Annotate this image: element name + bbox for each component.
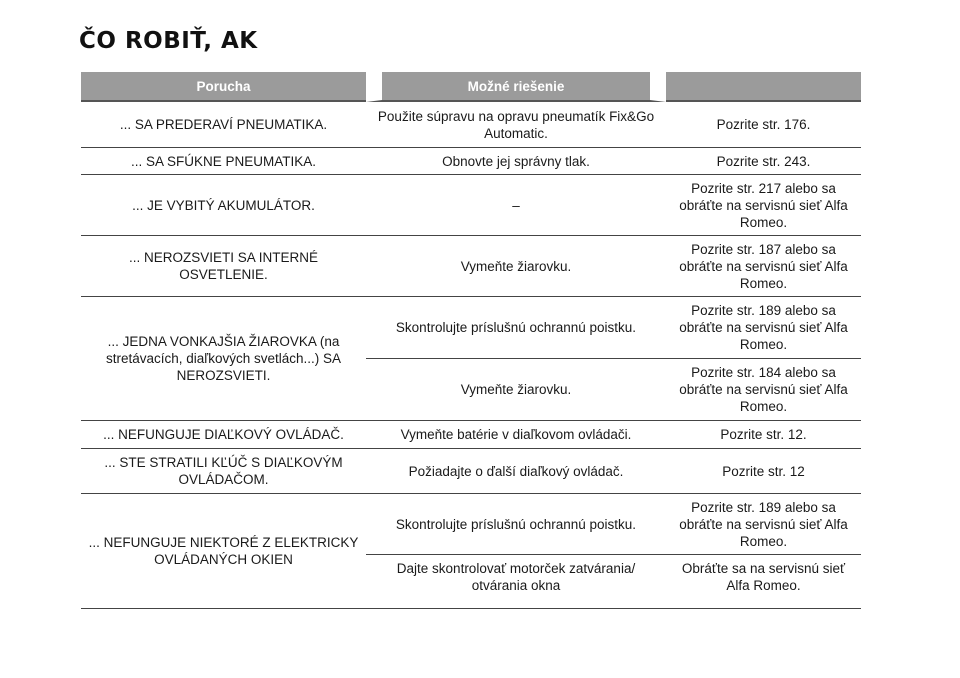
- solution-cell: Požiadajte o ďalší diaľkový ovládač.: [366, 449, 666, 494]
- fault-cell: ... JE VYBITÝ AKUMULÁTOR.: [81, 175, 366, 236]
- solution-cell: Dajte skontrolovať motorček zatvárania/ otvárania okna: [366, 555, 666, 609]
- table-header-row: [81, 72, 861, 102]
- fault-cell: ... NEFUNGUJE DIAĽKOVÝ OVLÁDAČ.: [81, 421, 366, 449]
- reference-cell: Pozrite str. 189 alebo sa obráťte na servisnú sieť Alfa Romeo.: [666, 494, 861, 555]
- header-fault: Porucha: [81, 72, 366, 102]
- reference-cell: Pozrite str. 189 alebo sa obráťte na servisnú sieť Alfa Romeo.: [666, 297, 861, 359]
- fault-cell: ... SA SFÚKNE PNEUMATIKA.: [81, 148, 366, 175]
- solution-cell: –: [366, 175, 666, 236]
- fault-cell: ... JEDNA VONKAJŠIA ŽIAROVKA (na stretávacích, diaľkových svetlách...) SA NEROZSVIETI.: [81, 297, 366, 421]
- table-row: [81, 297, 861, 359]
- solution-cell: Vymeňte batérie v diaľkovom ovládači.: [366, 421, 666, 449]
- page-title: ČO ROBIŤ, AK: [79, 28, 258, 54]
- reference-cell: Obráťte sa na servisnú sieť Alfa Romeo.: [666, 555, 861, 609]
- reference-cell: Pozrite str. 12: [666, 449, 861, 494]
- solution-cell: Použite súpravu na opravu pneumatík Fix&Go Automatic.: [366, 102, 666, 148]
- table-row: [81, 421, 861, 449]
- table-row: [81, 148, 861, 175]
- table-row: [81, 175, 861, 236]
- reference-cell: Pozrite str. 243.: [666, 148, 861, 175]
- solution-cell: Skontrolujte príslušnú ochrannú poistku.: [366, 494, 666, 555]
- reference-cell: Pozrite str. 217 alebo sa obráťte na servisnú sieť Alfa Romeo.: [666, 175, 861, 236]
- solution-cell: Obnovte jej správny tlak.: [366, 148, 666, 175]
- solution-cell: Skontrolujte príslušnú ochrannú poistku.: [366, 297, 666, 359]
- table-row: [81, 236, 861, 297]
- fault-cell: ... NEFUNGUJE NIEKTORÉ Z ELEKTRICKY OVLÁDANÝCH OKIEN: [81, 494, 366, 609]
- table-row: [81, 449, 861, 494]
- troubleshooting-table: [81, 72, 861, 609]
- table-row: [81, 494, 861, 555]
- solution-cell: Vymeňte žiarovku.: [366, 236, 666, 297]
- solution-cell: Vymeňte žiarovku.: [366, 359, 666, 421]
- fault-cell: ... STE STRATILI KĽÚČ S DIAĽKOVÝM OVLÁDAČOM.: [81, 449, 366, 494]
- reference-cell: Pozrite str. 184 alebo sa obráťte na servisnú sieť Alfa Romeo.: [666, 359, 861, 421]
- header-solution: Možné riešenie: [366, 72, 666, 102]
- reference-cell: Pozrite str. 176.: [666, 102, 861, 148]
- table-row: [81, 102, 861, 148]
- reference-cell: Pozrite str. 187 alebo sa obráťte na servisnú sieť Alfa Romeo.: [666, 236, 861, 297]
- fault-cell: ... SA PREDERAVÍ PNEUMATIKA.: [81, 102, 366, 148]
- reference-cell: Pozrite str. 12.: [666, 421, 861, 449]
- fault-cell: ... NEROZSVIETI SA INTERNÉ OSVETLENIE.: [81, 236, 366, 297]
- header-reference: [666, 72, 861, 102]
